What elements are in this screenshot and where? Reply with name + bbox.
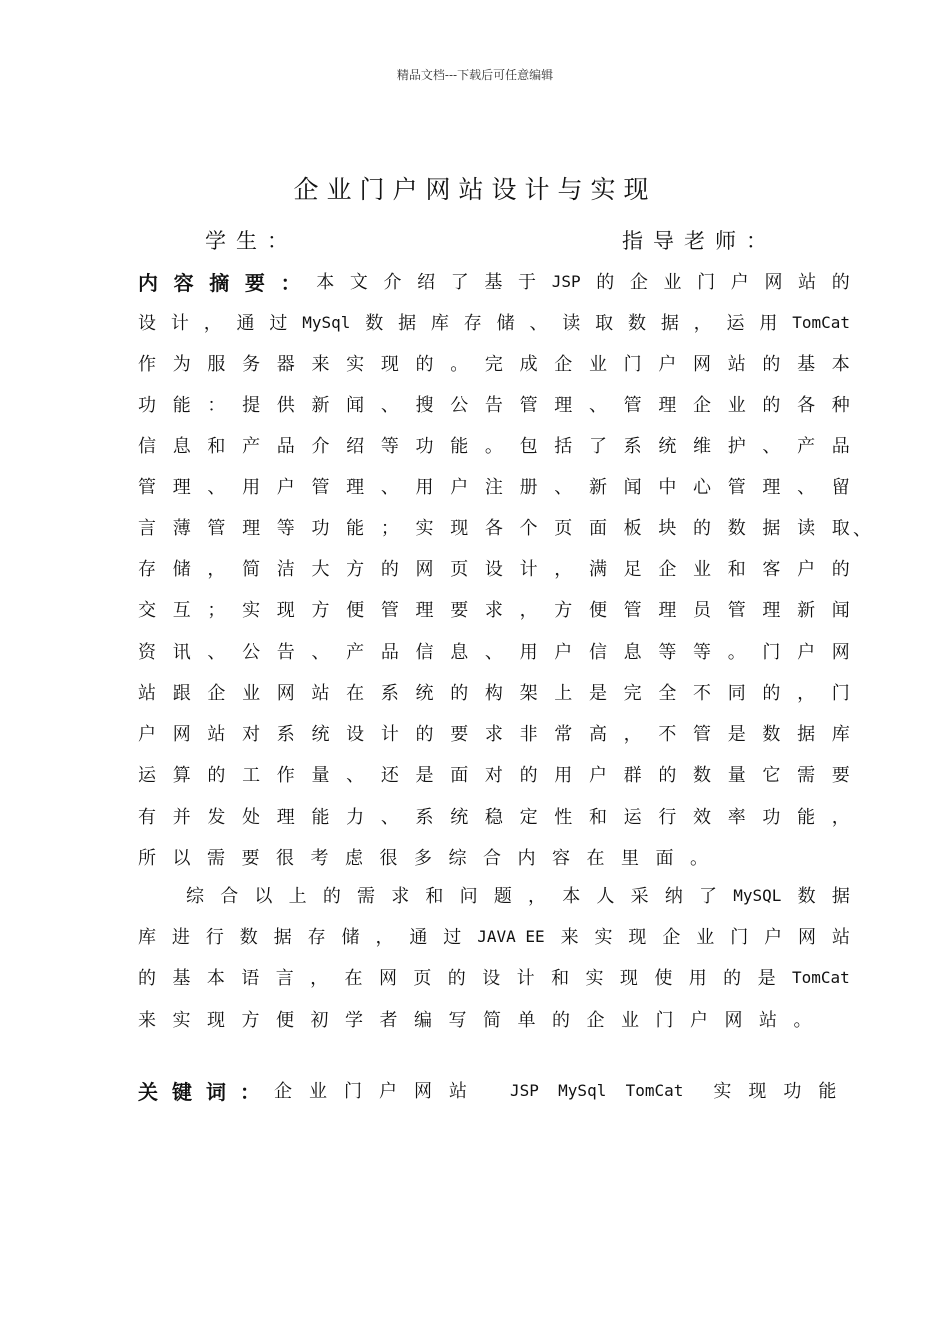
document-title: 企业门户网站设计与实现 (293, 175, 657, 204)
abstract-line: 存 储 ， 简 洁 大 方 的 网 页 设 计 ， 满 足 企 业 和 客 户 的 (138, 559, 850, 580)
abstract-line: 资 讯 、 公 告 、 产 品 信 息 、 用 户 信 息 等 等 。 门 户 网 (138, 642, 850, 663)
abstract-line: 功 能 ： 提 供 新 闻 、 搜 公 告 管 理 、 管 理 企 业 的 各 种 (138, 395, 850, 416)
advisor-label: 指导老师： (622, 229, 777, 253)
keyword-function: 实 现 功 能 (713, 1081, 837, 1102)
abstract-line: 站 跟 企 业 网 站 在 系 统 的 构 架 上 是 完 全 不 同 的 ， 门 (138, 683, 850, 704)
abstract-line: 库 进 行 数 据 存 储 ， 通 过 JAVA EE 来 实 现 企 业 门 户 网 站 (138, 926, 850, 948)
keyword-portal: 企 业 门 户 网 站 (274, 1081, 467, 1102)
abstract-line: 有 并 发 处 理 能 力 、 系 统 稳 定 性 和 运 行 效 率 功 能 ， (138, 807, 850, 828)
abstract-line: 来 实 现 方 便 初 学 者 编 写 简 单 的 企 业 门 户 网 站 。 (138, 1010, 812, 1031)
student-label: 学生： (205, 229, 298, 253)
abstract-line: 内 容 摘 要 ： 本 文 介 绍 了 基 于 JSP 的 企 业 门 户 网 站 的 (138, 270, 850, 295)
abstract-line: 管 理 、 用 户 管 理 、 用 户 注 册 、 新 闻 中 心 管 理 、 留 (138, 477, 850, 498)
abstract-line: 设 计 ， 通 过 MySql 数 据 库 存 储 、 读 取 数 据 ， 运 用 TomCat (138, 312, 850, 334)
abstract-line: 的 基 本 语 言 ， 在 网 页 的 设 计 和 实 现 使 用 的 是 TomCat (138, 967, 850, 989)
abstract-line: 信 息 和 产 品 介 绍 等 功 能 。 包 括 了 系 统 维 护 、 产 品 (138, 436, 850, 457)
header-note: 精品文档---下载后可任意编辑 (396, 68, 554, 82)
abstract-line: 户 网 站 对 系 统 设 计 的 要 求 非 常 高 ， 不 管 是 数 据 库 (138, 724, 850, 745)
overflow-punctuation: 、 (853, 519, 871, 540)
keywords-line (138, 1075, 853, 1105)
abstract-line: 综 合 以 上 的 需 求 和 问 题 ， 本 人 采 纳 了 MySQL 数 据 (186, 885, 850, 907)
abstract-line: 交 互 ； 实 现 方 便 管 理 要 求 ， 方 便 管 理 员 管 理 新 闻 (138, 600, 850, 621)
abstract-line: 作 为 服 务 器 来 实 现 的 。 完 成 企 业 门 户 网 站 的 基 本 (138, 354, 850, 375)
keywords-label: 关 键 词 ： (138, 1079, 260, 1104)
keyword-tech: JSP MySql TomCat (510, 1080, 684, 1100)
abstract-line: 所 以 需 要 很 考 虑 很 多 综 合 内 容 在 里 面 。 (138, 848, 708, 869)
abstract-line: 运 算 的 工 作 量 、 还 是 面 对 的 用 户 群 的 数 量 它 需 要 (138, 765, 850, 786)
abstract-line: 言 薄 管 理 等 功 能 ； 实 现 各 个 页 面 板 块 的 数 据 读 取 (138, 518, 850, 539)
